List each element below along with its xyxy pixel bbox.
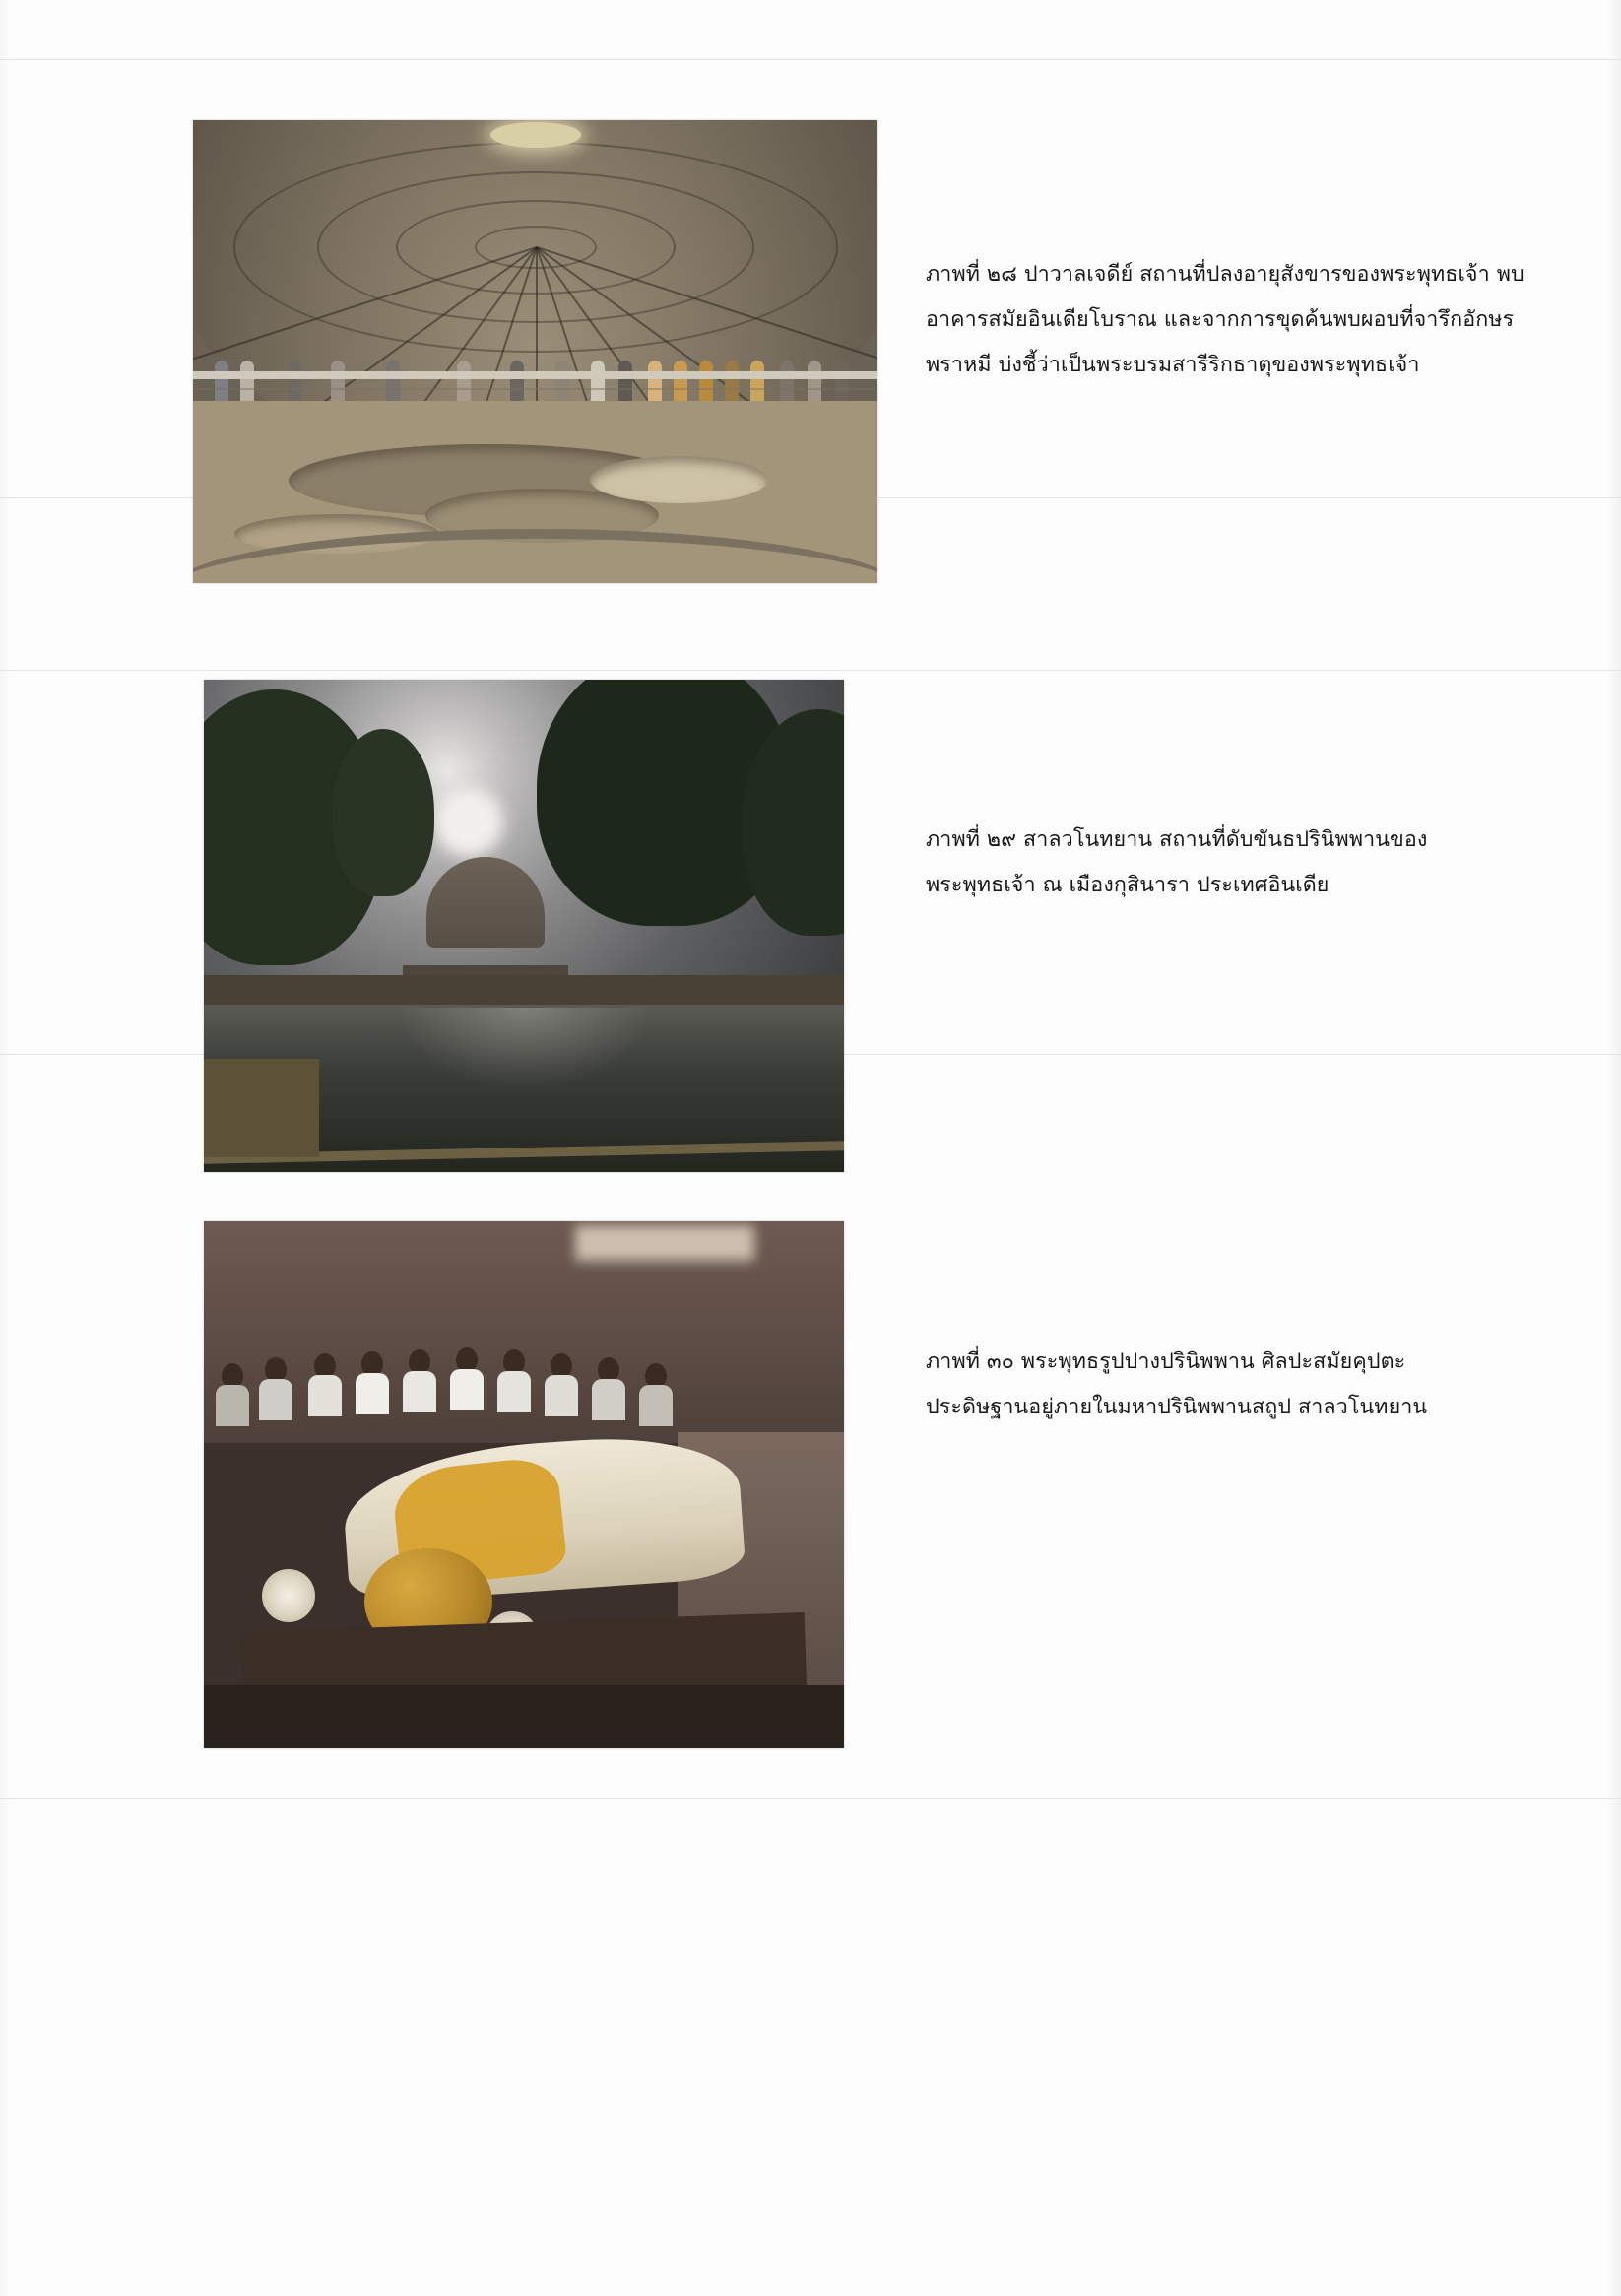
pilgrim-body — [356, 1373, 389, 1414]
scan-seam-line — [0, 59, 1621, 60]
visitor — [780, 361, 794, 406]
excavation-pit — [590, 456, 768, 503]
pilgrim-body — [639, 1385, 673, 1426]
figure-29-caption-text: ภาพที่ ๒๙ สาลวโนทยาน สถานที่ดับขันธปรินิพพานของพระพุทธเจ้า ณ เมืองกุสินารา ประเทศอินเดีย — [926, 827, 1428, 897]
dome-oculus-light — [490, 122, 581, 148]
visitor — [510, 361, 524, 406]
scan-seam-line — [0, 1798, 1621, 1799]
hall-window-light — [575, 1225, 754, 1261]
visitor — [215, 361, 228, 406]
figure-28-image — [193, 120, 877, 583]
visitor — [288, 361, 301, 406]
visitor — [750, 361, 764, 406]
visitor — [835, 361, 849, 406]
figure-28-caption — [926, 252, 1536, 388]
pilgrim-body — [259, 1379, 292, 1420]
visitor — [648, 361, 662, 406]
visitor — [240, 361, 254, 406]
buddha-plinth-lower — [204, 1685, 844, 1748]
water-reflection — [396, 1008, 652, 1091]
pilgrim-body — [545, 1375, 578, 1416]
pilgrim-body — [308, 1375, 342, 1416]
figure-29-image — [204, 680, 844, 1172]
visitor — [808, 361, 821, 406]
visitor — [674, 361, 687, 406]
tree — [332, 729, 434, 896]
pond-ledge-corner — [204, 1059, 319, 1157]
pilgrim-body — [497, 1371, 531, 1412]
visitor — [725, 361, 739, 406]
visitor — [386, 361, 400, 406]
sun-glow — [434, 788, 503, 857]
visitor — [331, 361, 345, 406]
figure-29-caption — [926, 818, 1477, 908]
flower-offering — [262, 1569, 315, 1622]
page-right-shadow — [1607, 0, 1621, 2296]
figure-30-caption-text: ภาพที่ ๓๐ พระพุทธรูปปางปรินิพพาน ศิลปะสมัยคุปตะ ประดิษฐานอยู่ภายในมหาปรินิพพานสถูป สาลวโนทยาน — [926, 1349, 1428, 1419]
figure-30-image — [204, 1221, 844, 1748]
pilgrim-body — [592, 1379, 625, 1420]
walkway-railing — [193, 371, 877, 379]
visitor — [591, 361, 605, 406]
pilgrim-body — [450, 1369, 484, 1410]
visitor — [618, 361, 632, 406]
figure-28-caption-text: ภาพที่ ๒๘ ปาวาลเจดีย์ สถานที่ปลงอายุสังขารของพระพุทธเจ้า พบอาคารสมัยอินเดียโบราณ และจากการขุดค้นพบผอบที่จารึกอักษรพราหมี บ่งชี้ว่าเป็นพระบรมสารีริกธาตุของพระพุทธเจ้า — [926, 262, 1524, 377]
visitor — [699, 361, 713, 406]
visitor — [457, 361, 471, 406]
excavation-floor — [193, 401, 877, 583]
scan-seam-line — [0, 670, 1621, 671]
figure-30-caption — [926, 1340, 1477, 1430]
pilgrim-body — [216, 1385, 249, 1426]
pilgrim-body — [403, 1371, 436, 1412]
visitor — [555, 361, 569, 406]
page-left-shadow — [0, 0, 10, 2296]
